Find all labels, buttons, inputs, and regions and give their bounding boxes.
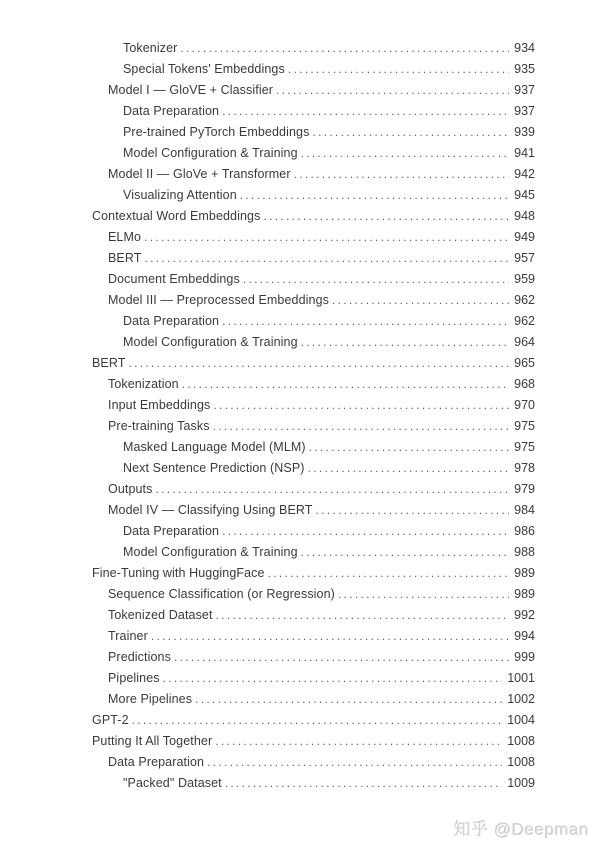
toc-entry-label: Model Configuration & Training: [123, 335, 298, 349]
toc-entry-label: Data Preparation: [123, 524, 220, 538]
toc-entry: [92, 521, 535, 542]
toc-entry-label: Contextual Word Embeddings: [92, 209, 261, 223]
toc-leader-dots: [215, 731, 502, 752]
toc-leader-dots: [268, 563, 510, 584]
toc-entry: [92, 374, 535, 395]
toc-entry-page-number: 978: [514, 461, 535, 475]
toc-entry-page-number: 994: [514, 629, 535, 643]
toc-entry-label: Model II — GloVe + Transformer: [108, 167, 291, 181]
toc-entry-page-number: 1004: [507, 713, 535, 727]
toc-entry: [92, 500, 535, 521]
toc-entry-label: Data Preparation: [108, 755, 205, 769]
toc-entry: [92, 269, 535, 290]
toc-entry-page-number: 959: [514, 272, 535, 286]
toc-entry-page-number: 942: [514, 167, 535, 181]
toc-leader-dots: [195, 689, 502, 710]
toc-entry-label: Document Embeddings: [108, 272, 240, 286]
toc-entry-page-number: 989: [514, 566, 535, 580]
toc-leader-dots: [222, 521, 509, 542]
zhihu-watermark: 知乎 @Deepman: [453, 820, 589, 839]
toc-entry-label: ELMo: [108, 230, 142, 244]
toc-list: [92, 38, 535, 794]
toc-leader-dots: [222, 101, 509, 122]
toc-entry: [92, 38, 535, 59]
toc-entry-page-number: 1001: [507, 671, 535, 685]
toc-entry-page-number: 937: [514, 104, 535, 118]
toc-entry: [92, 584, 535, 605]
toc-entry-label: BERT: [108, 251, 142, 265]
toc-entry: [92, 668, 535, 689]
toc-entry: [92, 710, 535, 731]
toc-entry: [92, 59, 535, 80]
toc-leader-dots: [144, 227, 509, 248]
toc-leader-dots: [151, 626, 509, 647]
toc-leader-dots: [213, 395, 509, 416]
toc-entry: [92, 458, 535, 479]
toc-entry: [92, 731, 535, 752]
toc-entry-page-number: 968: [514, 377, 535, 391]
toc-leader-dots: [163, 668, 503, 689]
toc-leader-dots: [216, 605, 510, 626]
toc-entry-label: Pipelines: [108, 671, 160, 685]
toc-leader-dots: [222, 311, 509, 332]
toc-entry: [92, 542, 535, 563]
toc-entry: [92, 626, 535, 647]
toc-entry: [92, 311, 535, 332]
toc-leader-dots: [312, 122, 509, 143]
toc-entry: [92, 185, 535, 206]
toc-leader-dots: [213, 416, 510, 437]
toc-leader-dots: [338, 584, 509, 605]
toc-entry-page-number: 970: [514, 398, 535, 412]
toc-entry-label: Predictions: [108, 650, 171, 664]
toc-entry-label: GPT-2: [92, 713, 129, 727]
toc-entry-page-number: 957: [514, 251, 535, 265]
toc-entry: [92, 332, 535, 353]
toc-entry: [92, 227, 535, 248]
toc-entry-page-number: 1002: [507, 692, 535, 706]
toc-leader-dots: [332, 290, 509, 311]
toc-entry-label: Next Sentence Prediction (NSP): [123, 461, 305, 475]
toc-leader-dots: [129, 353, 510, 374]
toc-entry-page-number: 964: [514, 335, 535, 349]
toc-leader-dots: [288, 59, 509, 80]
toc-leader-dots: [207, 752, 502, 773]
toc-entry-label: Special Tokens' Embeddings: [123, 62, 285, 76]
toc-entry: [92, 773, 535, 794]
toc-entry-label: Model III — Preprocessed Embeddings: [108, 293, 329, 307]
toc-entry-label: Tokenization: [108, 377, 179, 391]
toc-entry-page-number: 949: [514, 230, 535, 244]
toc-entry: [92, 647, 535, 668]
toc-entry: [92, 122, 535, 143]
toc-entry-label: Visualizing Attention: [123, 188, 237, 202]
toc-entry-label: Model Configuration & Training: [123, 146, 298, 160]
toc-entry: [92, 437, 535, 458]
toc-entry: [92, 605, 535, 626]
toc-leader-dots: [225, 773, 502, 794]
toc-entry-label: Masked Language Model (MLM): [123, 440, 306, 454]
toc-entry-page-number: 948: [514, 209, 535, 223]
toc-entry: [92, 416, 535, 437]
toc-entry: [92, 206, 535, 227]
toc-leader-dots: [132, 710, 503, 731]
toc-entry-label: Outputs: [108, 482, 153, 496]
toc-entry-label: BERT: [92, 356, 126, 370]
toc-leader-dots: [301, 332, 510, 353]
toc-entry-page-number: 988: [514, 545, 535, 559]
toc-entry-page-number: 975: [514, 440, 535, 454]
toc-entry-page-number: 941: [514, 146, 535, 160]
toc-entry: [92, 353, 535, 374]
toc-leader-dots: [182, 374, 509, 395]
toc-entry: [92, 248, 535, 269]
toc-entry-page-number: 1009: [507, 776, 535, 790]
toc-entry-label: Tokenized Dataset: [108, 608, 213, 622]
toc-entry: [92, 290, 535, 311]
toc-leader-dots: [309, 437, 509, 458]
toc-leader-dots: [276, 80, 509, 101]
toc-entry: [92, 563, 535, 584]
toc-entry-label: Model IV — Classifying Using BERT: [108, 503, 313, 517]
toc-entry-page-number: 986: [514, 524, 535, 538]
toc-entry-page-number: 937: [514, 83, 535, 97]
toc-entry: [92, 479, 535, 500]
toc-entry-page-number: 935: [514, 62, 535, 76]
toc-leader-dots: [301, 143, 510, 164]
toc-entry-label: Data Preparation: [123, 314, 220, 328]
toc-entry-label: Tokenizer: [123, 41, 178, 55]
toc-entry-page-number: 989: [514, 587, 535, 601]
toc-entry: [92, 143, 535, 164]
toc-entry-label: Data Preparation: [123, 104, 220, 118]
toc-entry-label: "Packed" Dataset: [123, 776, 222, 790]
toc-entry-page-number: 945: [514, 188, 535, 202]
toc-entry: [92, 80, 535, 101]
toc-entry-page-number: 939: [514, 125, 535, 139]
toc-entry-label: More Pipelines: [108, 692, 193, 706]
toc-entry: [92, 164, 535, 185]
toc-entry-label: Input Embeddings: [108, 398, 211, 412]
toc-leader-dots: [240, 185, 509, 206]
toc-entry-page-number: 1008: [507, 755, 535, 769]
toc-entry-label: Pre-trained PyTorch Embeddings: [123, 125, 310, 139]
toc-leader-dots: [243, 269, 509, 290]
toc-entry-page-number: 934: [514, 41, 535, 55]
toc-entry-page-number: 979: [514, 482, 535, 496]
toc-entry-label: Putting It All Together: [92, 734, 213, 748]
toc-entry-label: Model I — GloVE + Classifier: [108, 83, 274, 97]
toc-entry-page-number: 962: [514, 293, 535, 307]
toc-leader-dots: [174, 647, 509, 668]
toc-leader-dots: [294, 164, 510, 185]
toc-entry-page-number: 1008: [507, 734, 535, 748]
toc-entry-page-number: 965: [514, 356, 535, 370]
toc-leader-dots: [316, 500, 510, 521]
toc-entry-page-number: 999: [514, 650, 535, 664]
toc-leader-dots: [155, 479, 509, 500]
toc-entry: [92, 395, 535, 416]
toc-leader-dots: [263, 206, 509, 227]
toc-entry-page-number: 962: [514, 314, 535, 328]
toc-leader-dots: [308, 458, 510, 479]
toc-entry-label: Sequence Classification (or Regression): [108, 587, 335, 601]
toc-entry: [92, 101, 535, 122]
toc-entry-label: Trainer: [108, 629, 148, 643]
toc-entry: [92, 752, 535, 773]
toc-entry-page-number: 984: [514, 503, 535, 517]
toc-entry-label: Fine-Tuning with HuggingFace: [92, 566, 265, 580]
toc-leader-dots: [180, 38, 509, 59]
toc-entry: [92, 689, 535, 710]
toc-entry-label: Pre-training Tasks: [108, 419, 210, 433]
toc-entry-page-number: 992: [514, 608, 535, 622]
toc-leader-dots: [301, 542, 510, 563]
toc-leader-dots: [145, 248, 510, 269]
toc-entry-page-number: 975: [514, 419, 535, 433]
toc-entry-label: Model Configuration & Training: [123, 545, 298, 559]
